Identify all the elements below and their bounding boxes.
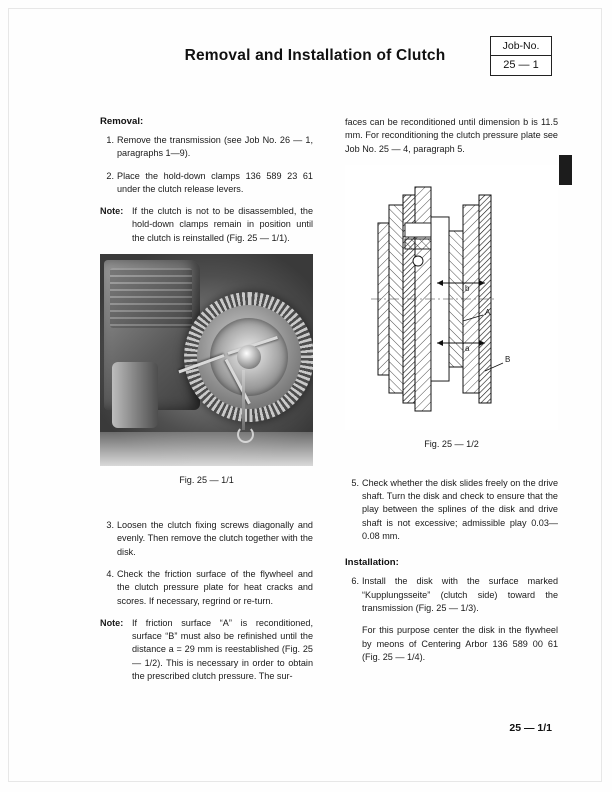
section-drawing-svg: [345, 165, 558, 430]
note-label: Note:: [100, 617, 124, 628]
continuation-paragraph: faces can be reconditioned until dimension b is 11.5 mm. For reconditioning the clutch pressure plate see Job No. 25 — 4, paragraph 5.: [345, 117, 558, 154]
installation-heading: Installation:: [345, 557, 399, 569]
page-number: 25 — 1/1: [509, 722, 552, 734]
figure-caption: Fig. 25 — 1/2: [424, 438, 479, 449]
list-item: [100, 519, 313, 559]
note-item: [100, 617, 313, 683]
list-item-text: Check the friction surface of the flywheel and the clutch pressure plate for heat cracks and scores. If necessary, regrind or re-turn.: [117, 568, 313, 606]
list-item: [345, 575, 558, 615]
surface-label-B: B: [505, 354, 511, 364]
list-item-number: 5.: [351, 477, 359, 488]
list-item: [100, 134, 313, 161]
removal-heading: Removal:: [100, 116, 144, 127]
list-item-text: Remove the transmission (see Job No. 26 — 1, paragraphs 1—9).: [117, 135, 313, 159]
surface-label-A: A: [485, 307, 491, 317]
job-number-value: 25 — 1: [503, 59, 539, 71]
note-label: Note:: [100, 206, 124, 217]
job-number-box: [490, 36, 552, 76]
hanging-hook-shaft: [242, 370, 245, 430]
list-item-text: Loosen the clutch fixing screws diagonally and evenly. Then remove the clutch together with the disk.: [117, 520, 313, 557]
list-item-number: 6.: [351, 576, 359, 587]
note-text: If friction surface “A” is reconditioned, surface “B” must also be refinished until the distance a = 29 mm is reestablished (Fig. 25 — 1/2). This is necessary in order to obtain the prescribed clutch pressure. The sur-: [132, 617, 313, 682]
list-item-number: 2.: [106, 170, 114, 181]
list-item: [345, 477, 558, 543]
note-item: [100, 205, 313, 245]
job-number-label: Job-No.: [491, 37, 551, 56]
list-item-number: 1.: [106, 135, 114, 145]
list-item-text: Install the disk with the surface marked “Kupplungsseite” (clutch side) toward the transmission (Fig. 25 — 1/3).: [362, 576, 558, 613]
dimension-label-a: a: [465, 343, 470, 353]
note-text: If the clutch is not to be disassembled, the hold-down clamps remain in position until the clutch is reinstalled (Fig. 25 — 1/1).: [132, 206, 313, 243]
figure-caption: Fig. 25 — 1/1: [179, 475, 234, 486]
page-title: Removal and Installation of Clutch: [184, 47, 446, 64]
list-item: [100, 568, 313, 608]
list-item-text: Place the hold-down clamps 136 589 23 61 under the clutch release levers.: [117, 170, 313, 194]
figure-clutch-photo: [100, 254, 313, 466]
list-item: [100, 170, 313, 197]
right-column: [345, 116, 558, 673]
figure-clutch-section-drawing: [345, 165, 558, 430]
photo-background-floor: [100, 432, 313, 466]
edge-tab-marker: [559, 155, 572, 185]
left-column: [100, 116, 313, 692]
clutch-hub: [237, 345, 261, 369]
body-paragraph-text: For this purpose center the disk in the flywheel by meons of Centering Arbor 136 589 00 61 (Fig. 25 — 1/4).: [362, 625, 558, 662]
list-item-number: 4.: [106, 568, 114, 579]
oil-filter-shape: [112, 362, 158, 428]
body-paragraph: [345, 624, 558, 664]
dimension-label-b: b: [465, 283, 470, 293]
engine-block-ribs: [110, 268, 192, 328]
list-item-number: 3.: [106, 520, 114, 531]
list-item-text: Check whether the disk slides freely on the drive shaft. Turn the disk and check to ensure that the play between the splines of the disk and drive shaft is not excessive; admissible play 0.03—0.08 mm.: [362, 477, 558, 542]
